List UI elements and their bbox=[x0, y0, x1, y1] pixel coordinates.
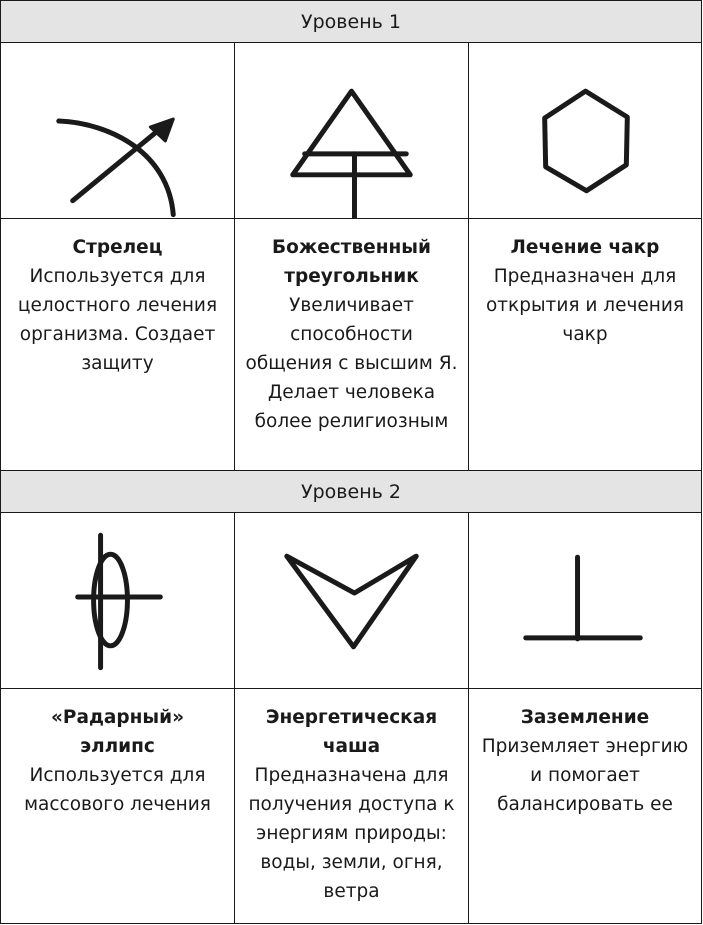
level-2-symbols-row bbox=[1, 513, 702, 689]
symbol-description: Предназначен для открытия и лечения чакр bbox=[485, 266, 685, 345]
symbol-name: Лечение чакр bbox=[510, 237, 660, 258]
divine-triangle-symbol-cell bbox=[235, 43, 469, 218]
level-2-header bbox=[1, 471, 702, 513]
symbol-name: Энергетическая чаша bbox=[265, 707, 438, 757]
symbol-description: Используется для целостного лечения организма. Создает защиту bbox=[17, 266, 218, 374]
level-1-header bbox=[1, 1, 702, 43]
level-1-descriptions-row bbox=[1, 219, 702, 471]
grounding-icon bbox=[469, 513, 701, 689]
sagittarius-text-cell bbox=[1, 219, 235, 470]
energy-bowl-symbol-cell bbox=[235, 513, 469, 688]
radar-ellipse-icon bbox=[1, 513, 234, 689]
grounding-text-cell bbox=[469, 689, 702, 923]
radar-ellipse-symbol-cell bbox=[1, 513, 235, 688]
level-1-title: Уровень 1 bbox=[301, 10, 401, 33]
energy-bowl-icon bbox=[235, 513, 468, 689]
symbol-name: Божественный треугольник bbox=[272, 237, 431, 287]
symbol-description: Увеличивает способности общения с высшим Я. Делает человека более религиозным bbox=[245, 295, 458, 432]
symbol-description: Используется для массового лечения bbox=[24, 765, 211, 815]
chakra-healing-symbol-cell bbox=[469, 43, 702, 218]
hexagon-icon bbox=[469, 43, 701, 219]
symbol-name: «Радарный» эллипс bbox=[50, 707, 185, 757]
symbol-name: Стрелец bbox=[72, 237, 163, 258]
level-2-title: Уровень 2 bbox=[301, 480, 401, 503]
grounding-symbol-cell bbox=[469, 513, 702, 688]
symbol-description: Предназначена для получения доступа к энергиям природы: воды, земли, огня, ветра bbox=[248, 765, 455, 902]
divine-triangle-icon bbox=[235, 43, 468, 219]
chakra-healing-text-cell bbox=[469, 219, 702, 470]
symbol-name: Заземление bbox=[520, 707, 650, 728]
sagittarius-arrow-icon bbox=[1, 43, 234, 219]
divine-triangle-text-cell bbox=[235, 219, 469, 470]
energy-bowl-text-cell bbox=[235, 689, 469, 923]
radar-ellipse-text-cell bbox=[1, 689, 235, 923]
level-2-descriptions-row bbox=[1, 689, 702, 924]
level-1-symbols-row bbox=[1, 43, 702, 219]
sagittarius-symbol-cell bbox=[1, 43, 235, 218]
symbol-description: Приземляет энергию и помогает балансировать ее bbox=[481, 736, 689, 815]
